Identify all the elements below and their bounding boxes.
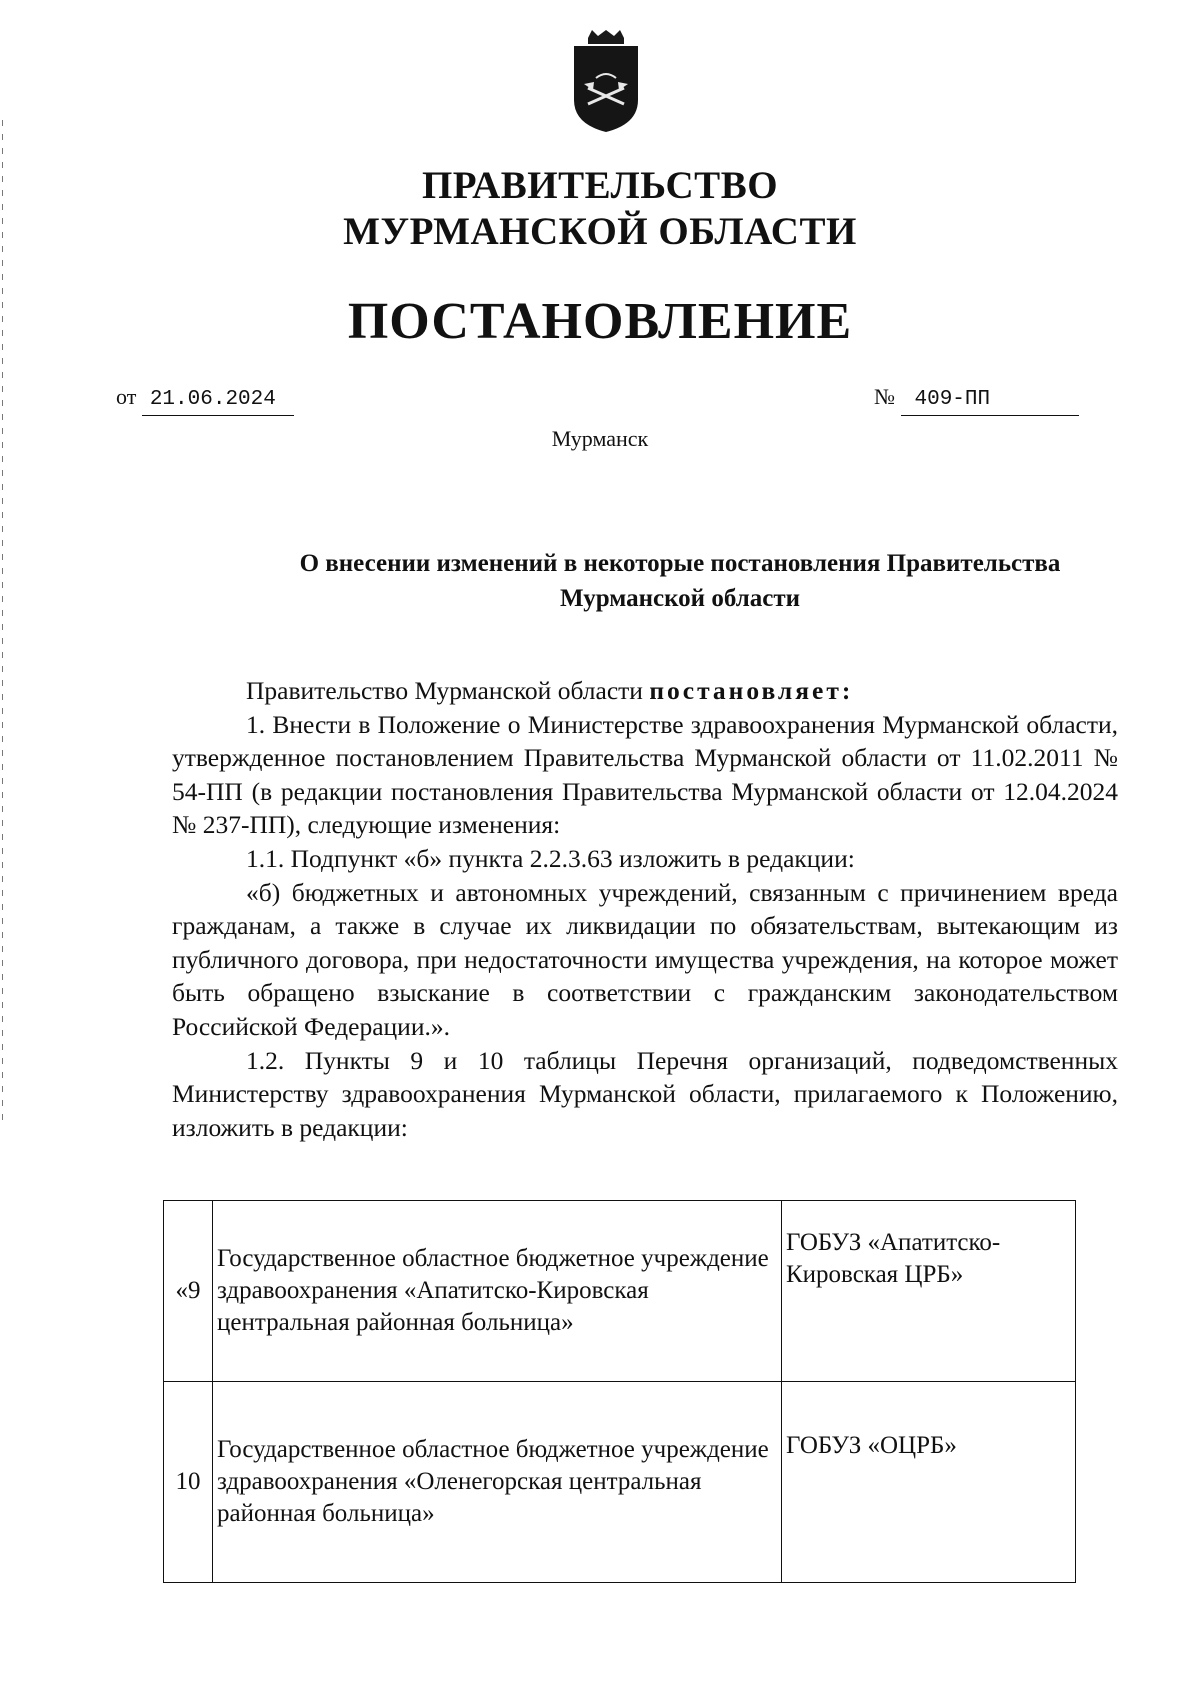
- number-value: 409-ПП: [901, 385, 1079, 416]
- organizations-table: [163, 1200, 1076, 1583]
- intro-text: Правительство Мурманской области: [246, 676, 650, 705]
- date-value: 21.06.2024: [142, 385, 294, 416]
- subject-line1: О внесении изменений в некоторые постановления Правительства: [299, 550, 1061, 577]
- paragraph-1: 1. Внести в Положение о Министерстве здравоохранения Мурманской области, утвержденное постановлением Правительства Мурманской области от 11.02.2011 № 54-ПП (в редакции постановления Правительства Мурманской области от 12.04.2024 № 237-ПП), следующие изменения:: [172, 709, 1118, 840]
- paragraph-1-1: 1.1. Подпункт «б» пункта 2.2.3.63 изложить в редакции:: [246, 843, 855, 873]
- government-name-line1: ПРАВИТЕЛЬСТВО: [421, 164, 779, 207]
- table-row: [164, 1382, 1076, 1583]
- row-number: «9: [164, 1201, 213, 1382]
- document-subject: [240, 546, 1120, 616]
- coat-of-arms-icon: [566, 30, 646, 134]
- scan-margin-line: [2, 120, 3, 1120]
- number-prefix: №: [874, 384, 895, 409]
- paragraph-1-2: 1.2. Пункты 9 и 10 таблицы Перечня организаций, подведомственных Министерству здравоохранения Мурманской области, прилагаемого к Положению, изложить в редакции:: [172, 1045, 1118, 1142]
- table-row: [164, 1201, 1076, 1382]
- date-prefix: от: [116, 384, 137, 409]
- organization-short-name: ГОБУЗ «Апатитско-Кировская ЦРБ»: [782, 1201, 1076, 1382]
- organization-short-name: ГОБУЗ «ОЦРБ»: [782, 1382, 1076, 1583]
- intro-decree-word: постановляет:: [649, 676, 854, 705]
- paragraph-1-1-quote: «б) бюджетных и автономных учреждений, связанным с причинением вреда гражданам, а также в случае их ликвидации по обязательствам, вытекающим из публичного договора, при недостаточности имущества учреждения, на которое может быть обращено взыскание в соответствии с гражданским законодательством Российской Федерации.».: [172, 877, 1118, 1041]
- document-type: ПОСТАНОВЛЕНИЕ: [347, 293, 853, 350]
- row-number: 10: [164, 1382, 213, 1583]
- subject-line2: Мурманской области: [559, 585, 801, 612]
- organization-full-name: Государственное областное бюджетное учреждение здравоохранения «Оленегорская центральная районная больница»: [213, 1382, 782, 1583]
- government-name-line2: МУРМАНСКОЙ ОБЛАСТИ: [343, 210, 857, 253]
- document-number: [874, 382, 1079, 416]
- organization-full-name: Государственное областное бюджетное учреждение здравоохранения «Апатитско-Кировская центральная районная больница»: [213, 1201, 782, 1382]
- intro-paragraph: [172, 674, 1118, 708]
- document-body: [172, 674, 1118, 1144]
- document-date: [116, 382, 294, 416]
- city: Мурманск: [551, 426, 649, 451]
